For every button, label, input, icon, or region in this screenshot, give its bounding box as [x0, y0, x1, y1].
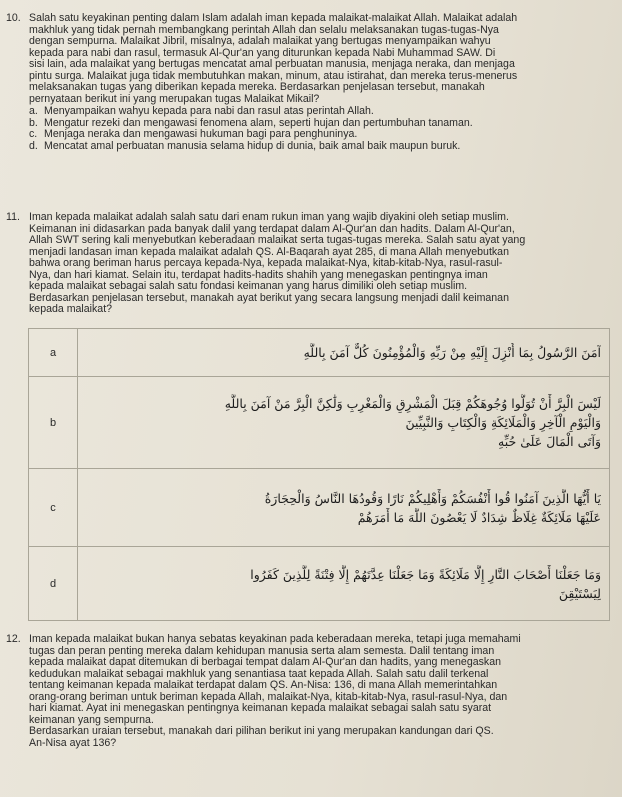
arabic-verse	[78, 547, 610, 621]
text-line: keimanan yang sempurna.	[29, 713, 154, 726]
text-line: kepada malaikat dapat ditemukan di berbagai tempat dalam Al-Qur'an dan hadits, yang menegaskan	[29, 656, 501, 669]
text-line: tugas dan peran penting mereka dalam kehidupan manusia serta alam semesta. Dalil tentang iman	[29, 644, 495, 657]
option-letter: b.	[29, 116, 38, 129]
arabic-line: آمَنَ الرَّسُولُ بِمَا أُنْزِلَ إِلَيْهِ مِنْ رَبِّهِ وَالْمُؤْمِنُونَ كُلٌّ آمَنَ بِاللَّهِ	[303, 345, 601, 360]
text-line: kepada malaikat?	[29, 303, 113, 316]
arabic-line: وَمَا جَعَلْنَا أَصْحَابَ النَّارِ إِلَّا مَلَائِكَةً وَمَا جَعَلْنَا عِدَّتَهُمْ إِلَّا فِتْنَةً لِلَّذِينَ كَفَرُوا	[250, 566, 601, 582]
question-12	[6, 634, 612, 749]
answer-option-d[interactable]	[29, 141, 612, 153]
arabic-verse	[78, 469, 610, 547]
text-line: kepada para nabi dan rasul, termasuk Al-Qur'an yang diturunkan kepada Nabi Muhammad SAW. Di	[29, 46, 496, 59]
arabic-line: لَيْسَ الْبِرَّ أَنْ تُوَلُّوا وُجُوهَكُمْ قِبَلَ الْمَشْرِقِ وَالْمَغْرِبِ وَلَٰكِنَّ الْبِرَّ مَنْ آمَنَ بِاللَّهِ	[224, 396, 601, 411]
answer-options	[29, 106, 612, 152]
arabic-line: يَا أَيُّهَا الَّذِينَ آمَنُوا قُوا أَنْفُسَكُمْ وَأَهْلِيكُمْ نَارًا وَقُودُهَا النَّاسُ وَالْحِجَارَةُ	[264, 490, 601, 506]
text-line: pernyataan berikut ini yang merupakan tugas Malaikat Mikail?	[29, 92, 320, 105]
text-line: dengan sempurna. Malaikat Jibril, misalnya, adalah malaikat yang bertugas menyampaikan wahyu	[29, 35, 491, 48]
option-letter: d	[29, 547, 78, 621]
option-letter: a	[29, 329, 78, 377]
arabic-verse	[78, 329, 610, 377]
option-text: Mencatat amal perbuatan manusia selama hidup di dunia, baik amal baik maupun buruk.	[44, 140, 461, 153]
arabic-verse	[78, 377, 610, 469]
text-line: bahwa orang beriman harus percaya kepada-Nya, kepada malaikat-Nya, kitab-kitab-Nya, rasul-rasul-	[29, 257, 503, 270]
option-letter: c.	[29, 128, 38, 141]
text-line: makhluk yang tidak pernah membangkang perintah Allah dan selalu melaksanakan tugas-tugas-Nya	[29, 23, 499, 36]
answer-row-b[interactable]	[29, 377, 610, 469]
arabic-line: وَآتَى الْمَالَ عَلَىٰ حُبِّهِ	[498, 434, 601, 449]
text-line: pintu surga. Malaikat juga tidak membutuhkan makan, minum, atau istirahat, dan mereka terus-menerus	[29, 69, 518, 82]
text-line: melaksanakan tugas yang diberikan kepada mereka. Berdasarkan penjelasan tersebut, manakah	[29, 81, 485, 94]
text-line: An-Nisa ayat 136?	[29, 736, 117, 749]
option-text: Menyampaikan wahyu kepada para nabi dan rasul atas perintah Allah.	[44, 105, 374, 118]
text-line: Berdasarkan uraian tersebut, manakah dari pilihan berikut ini yang merupakan kandungan dari QS.	[29, 725, 494, 738]
option-letter: b	[29, 377, 78, 469]
text-line: orang-orang beriman untuk beriman kepada Allah, malaikat-Nya, kitab-kitab-Nya, rasul-rasul-Nya, dan	[29, 690, 508, 703]
answer-row-a[interactable]	[29, 329, 610, 377]
arabic-line: وَالْيَوْمِ الْآخِرِ وَالْمَلَائِكَةِ وَالْكِتَابِ وَالنَّبِيِّينَ	[405, 415, 601, 430]
text-line: Salah satu keyakinan penting dalam Islam adalah iman kepada malaikat-malaikat Allah. Malaikat adalah	[29, 12, 518, 24]
answer-row-d[interactable]	[29, 547, 610, 621]
text-line: kedudukan malaikat sebagai makhluk yang senantiasa taat kepada Allah. Salah satu dalil terkenal	[29, 667, 489, 680]
question-number: 11.	[6, 211, 20, 223]
text-line: Allah SWT sering kali menyebutkan keberadaan malaikat serta tugas-tugas mereka. Salah satu ayat yang	[29, 234, 526, 247]
text-line: tentang keimanan kepada malaikat terdapat dalam QS. An-Nisa: 136, di mana Allah memerintahkan	[29, 679, 498, 692]
option-text: Menjaga neraka dan mengawasi hukuman bagi para penghuninya.	[44, 128, 358, 141]
option-letter: c	[29, 469, 78, 547]
question-number: 12.	[6, 633, 21, 645]
answer-row-c[interactable]	[29, 469, 610, 547]
question-text	[29, 13, 612, 105]
text-line: kepada malaikat sebagai salah satu fondasi keimanan yang harus dimiliki oleh setiap muslim.	[29, 280, 468, 293]
text-line: Iman kepada malaikat bukan hanya sebatas keyakinan pada keberadaan mereka, tetapi juga memahami	[29, 633, 521, 645]
option-letter: a.	[29, 105, 38, 118]
text-line: sisi lain, ada malaikat yang bertugas mencatat amal perbuatan manusia, menjaga neraka, dan menjaga	[29, 58, 515, 71]
text-line: Nya, dan hari kiamat. Selain itu, terdapat hadits-hadits shahih yang menegaskan pentingnya iman	[29, 268, 488, 281]
text-line: menjadi landasan iman kepada malaikat adalah QS. Al-Baqarah ayat 285, di mana Allah menyebutkan	[29, 245, 509, 258]
option-letter: d.	[29, 140, 38, 153]
arabic-line: عَلَيْهَا مَلَائِكَةٌ غِلَاظٌ شِدَادٌ لَا يَعْصُونَ اللَّهَ مَا أَمَرَهُمْ	[357, 509, 601, 525]
question-text	[29, 634, 612, 749]
text-line: Berdasarkan penjelasan tersebut, manakah ayat berikut yang secara langsung menjadi dalil keimanan	[29, 291, 509, 304]
text-line: Iman kepada malaikat adalah salah satu dari enam rukun iman yang wajib diyakini oleh setiap muslim.	[29, 211, 509, 223]
text-line: hari kiamat. Ayat ini menegaskan pentingnya keimanan kepada malaikat sebagai salah satu syarat	[29, 702, 492, 715]
question-text	[29, 212, 612, 316]
text-line: Keimanan ini didasarkan pada banyak dalil yang terdapat dalam Al-Qur'an dan hadits. Dalam Al-Qur'an,	[29, 222, 515, 235]
question-number: 10.	[6, 12, 21, 24]
question-11	[6, 212, 612, 316]
option-text: Mengatur rezeki dan mengawasi fenomena alam, seperti hujan dan pertumbuhan tanaman.	[44, 116, 473, 129]
arabic-line: لِيَسْتَيْقِنَ	[558, 585, 601, 601]
question-10	[6, 13, 612, 153]
answer-table	[28, 328, 610, 621]
